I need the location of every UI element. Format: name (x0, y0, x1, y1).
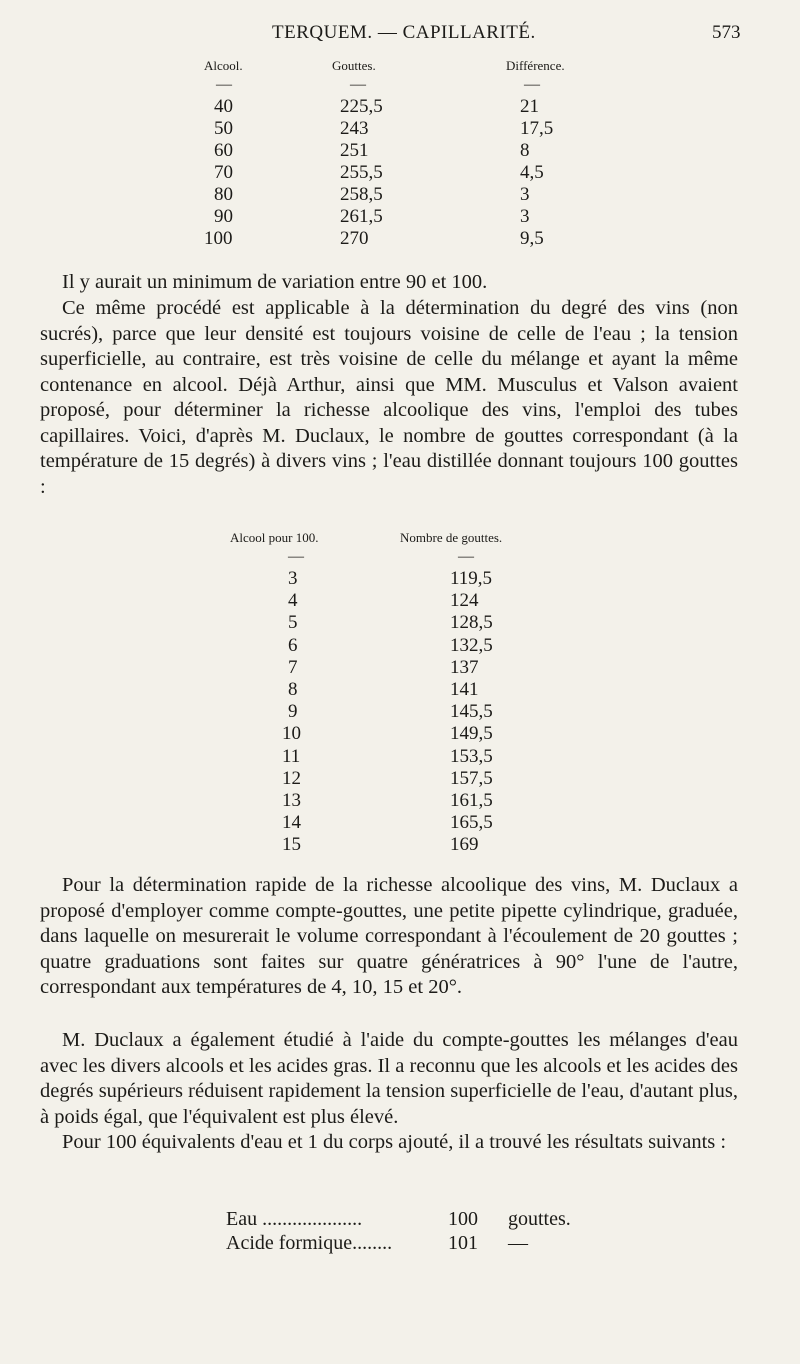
cell-gouttes: 149,5 (450, 723, 493, 745)
table-row (200, 790, 560, 812)
table-row (180, 228, 600, 250)
running-header (0, 22, 800, 48)
running-title: TERQUEM. — CAPILLARITÉ. (272, 22, 536, 43)
table-row (200, 568, 560, 590)
cell-alcool: 7 (288, 656, 298, 678)
result-label: Acide formique........ (226, 1232, 393, 1254)
cell-gouttes: 124 (450, 590, 479, 612)
cell-alcool: 3 (288, 568, 298, 589)
wine-drops-table (200, 530, 560, 856)
table-row (200, 723, 560, 745)
table-row (180, 162, 600, 184)
dash: — (524, 76, 540, 93)
cell-alcool: 12 (282, 767, 301, 789)
cell-gouttes: 145,5 (450, 701, 493, 723)
table-row (180, 206, 600, 228)
paragraph-text: Pour la détermination rapide de la richesse alcoolique des vins, M. Duclaux a proposé d'employer comme compte-gouttes, une petite pipette cylindrique, graduée, dans laquelle on mesurerait le volume correspondant à l'écoulement de 20 gouttes ; quatre graduations sont faites sur quatre génératrices à 90° l'une de l'autre, correspondant aux températures de 4, 10, 15 et 20°. (40, 874, 738, 998)
cell-difference: 8 (520, 140, 530, 161)
cell-alcool: 8 (288, 678, 298, 700)
table-row (180, 96, 600, 118)
paragraph-text: M. Duclaux a également étudié à l'aide du compte-gouttes les mélanges d'eau avec les divers alcools et les acides gras. Il a reconnu que les alcools et les acides des degrés supérieurs réduisent rapidement la tension superficielle de l'eau, d'autant plus, à poids égal, que l'équivalent est plus élevé. (40, 1029, 738, 1128)
cell-gouttes: 270 (340, 228, 369, 249)
cell-gouttes: 169 (450, 834, 479, 856)
table-header (180, 58, 600, 76)
paragraph-equivalents (40, 1130, 738, 1156)
dash: — (216, 76, 232, 93)
cell-gouttes: 255,5 (340, 162, 383, 183)
result-row (226, 1207, 586, 1231)
table-row (200, 768, 560, 790)
cell-alcool: 40 (214, 96, 233, 117)
table-row (180, 140, 600, 162)
dash: — (288, 548, 304, 565)
cell-gouttes: 261,5 (340, 206, 383, 227)
table-row (200, 701, 560, 723)
cell-difference: 9,5 (520, 228, 544, 249)
result-unit: — (508, 1232, 528, 1254)
cell-gouttes: 132,5 (450, 634, 493, 656)
result-label: Eau .................... (226, 1208, 363, 1230)
cell-alcool: 14 (282, 812, 301, 834)
page-number: 573 (712, 22, 741, 43)
paragraph-text: Il y aurait un minimum de variation entre 90 et 100. (62, 271, 488, 293)
cell-alcool: 70 (214, 162, 233, 183)
cell-gouttes: 157,5 (450, 767, 493, 789)
column-header-nombre-gouttes: Nombre de gouttes. (400, 530, 503, 545)
cell-alcool: 100 (204, 228, 233, 249)
cell-alcool: 90 (214, 206, 233, 227)
cell-gouttes: 141 (450, 678, 479, 700)
cell-gouttes: 119,5 (450, 568, 493, 589)
column-header-gouttes: Gouttes. (332, 58, 376, 73)
cell-gouttes: 258,5 (340, 184, 383, 205)
cell-difference: 3 (520, 184, 530, 205)
column-header-alcool: Alcool. (204, 58, 243, 73)
table-header (200, 530, 560, 548)
dash-row (180, 76, 600, 96)
cell-alcool: 13 (282, 789, 301, 811)
cell-alcool: 15 (282, 834, 301, 856)
paragraph-pipette (40, 873, 738, 1001)
result-value: 100 (448, 1208, 478, 1230)
cell-alcool: 11 (282, 745, 301, 767)
cell-difference: 17,5 (520, 118, 554, 139)
cell-gouttes: 137 (450, 656, 479, 678)
cell-alcool: 10 (282, 723, 301, 745)
cell-gouttes: 251 (340, 140, 369, 161)
paragraph-minimum (40, 270, 738, 296)
table-row (200, 612, 560, 634)
cell-gouttes: 165,5 (450, 812, 493, 834)
cell-gouttes: 225,5 (340, 96, 383, 117)
cell-difference: 3 (520, 206, 530, 227)
cell-difference: 4,5 (520, 162, 544, 183)
table-row (200, 657, 560, 679)
paragraph-text: Ce même procédé est applicable à la détermination du degré des vins (non sucrés), parce que leur densité est toujours voisine de celle de l'eau ; la tension superficielle, au contraire, est très voisine de celle du mélange et ayant la même contenance en alcool. Déjà Arthur, ainsi que MM. Musculus et Valson avaient proposé, pour déterminer la richesse alcoolique des vins, l'emploi des tubes capillaires. Voici, d'après M. Duclaux, le nombre de gouttes correspondant (à la température de 15 degrés) à divers vins ; l'eau distillée donnant toujours 100 gouttes : (40, 297, 738, 498)
result-value: 101 (448, 1232, 478, 1254)
cell-alcool: 6 (288, 634, 298, 656)
cell-gouttes: 153,5 (450, 745, 493, 767)
column-header-difference: Différence. (506, 58, 565, 73)
table-row (200, 635, 560, 657)
table-row (200, 590, 560, 612)
result-row (226, 1231, 586, 1255)
paragraph-text: Pour 100 équivalents d'eau et 1 du corps ajouté, il a trouvé les résultats suivants : (62, 1131, 727, 1153)
column-header-alcool-pour-100: Alcool pour 100. (230, 530, 319, 545)
cell-alcool: 4 (288, 590, 298, 612)
cell-alcool: 5 (288, 612, 298, 634)
paragraph-fatty-acids (40, 1028, 738, 1130)
results-list (226, 1207, 586, 1255)
dash-row (200, 548, 560, 568)
cell-gouttes: 243 (340, 118, 369, 139)
dash: — (350, 76, 366, 93)
paragraph-wine-method (40, 296, 738, 500)
table-row (180, 118, 600, 140)
cell-alcool: 9 (288, 701, 298, 723)
table-row (200, 834, 560, 856)
table-row (200, 812, 560, 834)
cell-alcool: 80 (214, 184, 233, 205)
table-row (200, 679, 560, 701)
cell-gouttes: 161,5 (450, 789, 493, 811)
result-unit: gouttes. (508, 1208, 571, 1230)
cell-alcool: 60 (214, 140, 233, 161)
dash: — (458, 548, 474, 565)
table-row (200, 746, 560, 768)
cell-difference: 21 (520, 96, 539, 117)
table-row (180, 184, 600, 206)
cell-gouttes: 128,5 (450, 612, 493, 634)
alcohol-drops-table (180, 58, 600, 250)
cell-alcool: 50 (214, 118, 233, 139)
